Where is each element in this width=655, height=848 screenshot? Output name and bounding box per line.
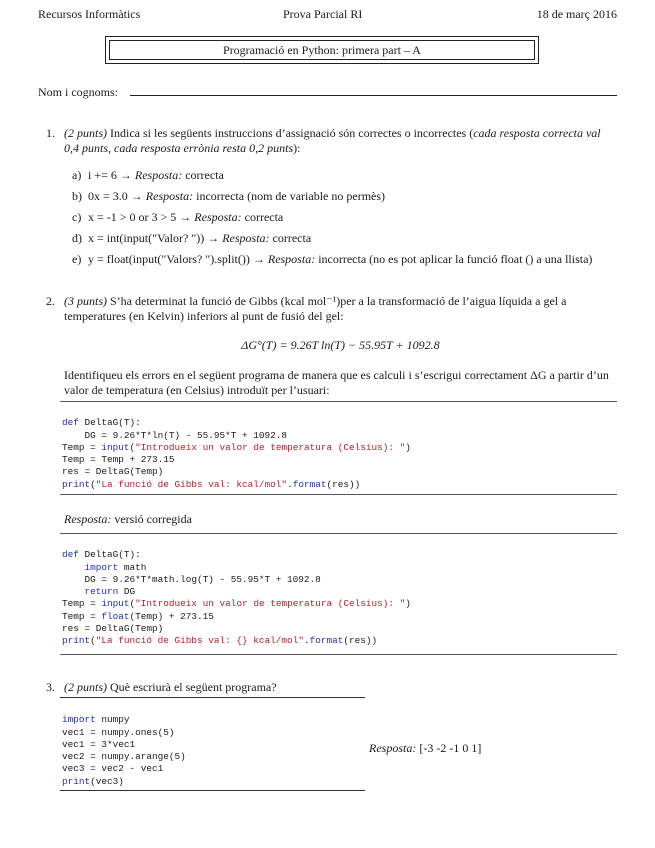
code-line: Temp = input("Introdueix un valor de temperatura (Celsius): ") (62, 441, 411, 453)
code-block-corrected (62, 537, 411, 660)
code-block-original (62, 405, 411, 503)
code-line: print("La funció de Gibbs val: kcal/mol".format(res)) (62, 478, 361, 490)
q1-item-c-label: c) (72, 210, 82, 224)
code-line: DG = 9.26*T*math.log(T) - 55.95*T + 1092.8 (62, 573, 321, 585)
header-exam: Prova Parcial RI (283, 7, 363, 21)
q1-item-c: x = -1 > 0 or 3 > 5 → Resposta: correcta (88, 210, 284, 224)
header-course: Recursos Informàtics (38, 7, 141, 21)
code2-top-rule (60, 533, 617, 534)
code2-bottom-rule (60, 654, 617, 655)
code-line: Temp = Temp + 273.15 (62, 454, 175, 466)
code-line: Temp = float(Temp) + 273.15 (62, 610, 214, 622)
q2-statement: (3 punts) S’ha determinat la funció de Gibbs (kcal mol⁻¹)per a la transformació de l’aigua líquida a gel a temperatures (en Kelvin) inferiors al punt de fusió del gel: (64, 294, 567, 323)
code-line: def DeltaG(T): (62, 417, 141, 429)
code-block-numpy (62, 702, 186, 800)
q3-response: Resposta: [-3 -2 -1 0 1] (369, 741, 482, 755)
q1-item-a: i += 6 → Resposta: correcta (88, 168, 224, 182)
header-date: 18 de març 2016 (536, 7, 617, 21)
code1-top-rule (60, 401, 617, 402)
q1-item-d-label: d) (72, 231, 82, 245)
q1-item-e-label: e) (72, 252, 82, 266)
code-line: res = DeltaG(Temp) (62, 623, 164, 635)
code-line: return DG (84, 586, 136, 598)
q2-instructions: Identifiqueu els errors en el següent programa de manera que es calculi i s’escrigui correctament ΔG a partir d’un valor de temperatura (en Celsius) introduït per l’usuari: (64, 368, 609, 397)
code1-bottom-rule (60, 494, 617, 495)
q2-response: Resposta: versió corregida (64, 512, 192, 526)
name-line[interactable] (130, 95, 617, 96)
code-line: vec3 = vec2 - vec1 (62, 763, 164, 775)
q1-item-b-label: b) (72, 189, 82, 203)
q3-points: (2 punts) (64, 680, 107, 694)
name-label: Nom i cognoms: (38, 85, 118, 99)
code3-bottom-rule (60, 790, 365, 791)
q3-number: 3. (46, 680, 55, 694)
code-line: res = DeltaG(Temp) (62, 466, 164, 478)
q2-points: (3 punts) (64, 294, 107, 308)
code-line: import math (84, 561, 147, 573)
code-line: vec2 = numpy.arange(5) (62, 751, 186, 763)
q1-item-a-label: a) (72, 168, 82, 182)
q3-statement: (2 punts) Què escriurà el següent programa? (64, 680, 277, 694)
code-line: vec1 = numpy.ones(5) (62, 726, 175, 738)
code-line: print("La funció de Gibbs val: {} kcal/mol".format(res)) (62, 635, 378, 647)
code3-top-rule (60, 697, 365, 698)
code-line: def DeltaG(T): (62, 549, 141, 561)
q1-statement: (2 punts) Indica si les següents instruccions d’assignació són correctes o incorrectes (cada resposta correcta val 0,4 punts, cada resposta errònia resta 0,2 punts): (64, 126, 601, 155)
q1-item-d: x = int(input("Valor? ")) → Resposta: correcta (88, 231, 312, 245)
title-box (105, 36, 539, 64)
code-line: import numpy (62, 714, 130, 726)
q1-points: (2 punts) (64, 126, 107, 140)
code-line: DG = 9.26*T*ln(T) - 55.95*T + 1092.8 (62, 429, 288, 441)
code-line: Temp = input("Introdueix un valor de temperatura (Celsius): ") (62, 598, 411, 610)
exam-title: Programació en Python: primera part – A (109, 40, 535, 60)
q1-item-e: y = float(input("Valors? ").split()) → Resposta: incorrecta (no es pot aplicar la funció float () a una llista) (88, 252, 593, 266)
code-line: vec1 = 3*vec1 (62, 738, 136, 750)
q2-number: 2. (46, 294, 55, 308)
q1-item-b: 0x = 3.0 → Resposta: incorrecta (nom de variable no permès) (88, 189, 386, 203)
gibbs-formula: ΔG°(T) = 9.26T ln(T) − 55.95T + 1092.8 (241, 338, 440, 352)
code-line: print(vec3) (62, 775, 124, 787)
q1-number: 1. (46, 126, 55, 140)
